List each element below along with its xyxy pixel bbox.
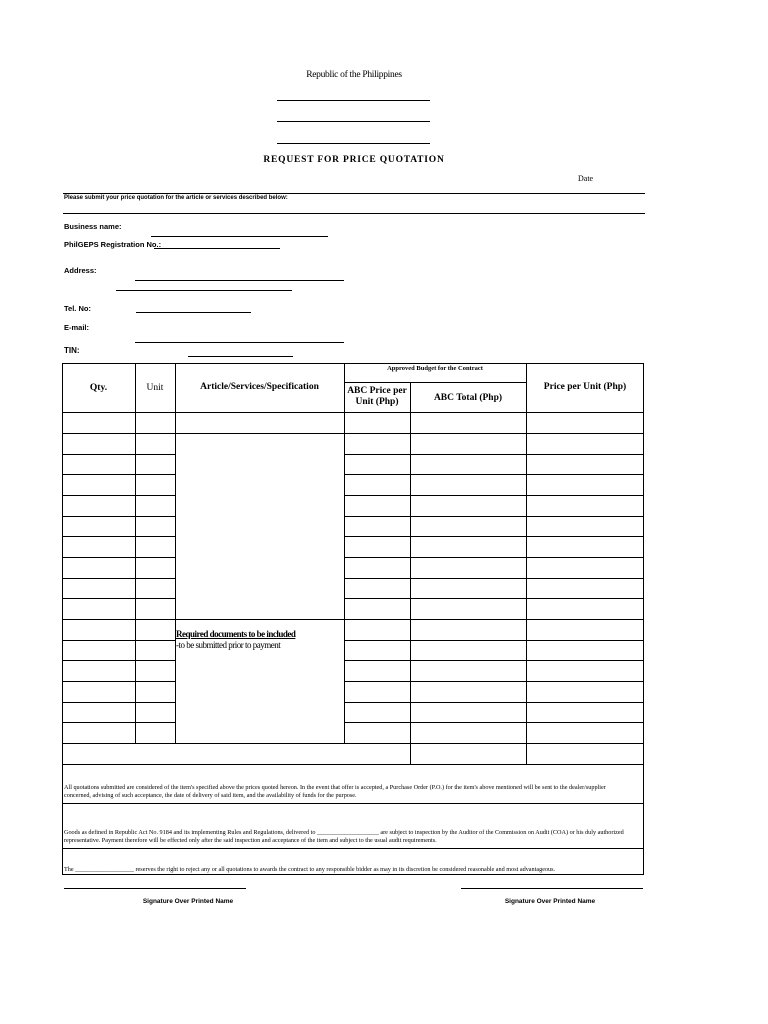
agency-line-1 [277,100,430,101]
abc-group-header: Approved Budget for the Contract [387,365,483,372]
tin-label: TIN: [64,346,80,355]
row-line [344,495,644,496]
price-per-unit-header: Price per Unit (Php) [543,382,627,392]
row-line [62,598,175,599]
agency-line-2 [277,121,430,122]
row-line [62,578,175,579]
row-line [62,803,644,804]
row-line [62,474,175,475]
right-signature-line[interactable] [461,888,643,889]
address-label: Address: [64,266,97,275]
table-border [62,363,644,875]
abc-total-header: ABC Total (Php) [433,393,503,403]
row-line [62,516,175,517]
row-line [344,619,644,620]
address-line-1[interactable] [135,280,344,281]
row-line [62,495,175,496]
qty-header: Qty. [89,383,108,393]
row-line [344,536,644,537]
left-signature-line[interactable] [64,888,246,889]
instruction-text: Please submit your price quotation for the article or services described below: [64,195,288,201]
row-line [62,557,175,558]
col-line [344,363,345,744]
abc-price-header: ABC Price per Unit (Php) [347,386,407,407]
row-line [62,619,175,620]
tin-line[interactable] [188,356,293,357]
article-header: Article/Services/Specification [200,382,319,392]
row-line [62,722,175,723]
row-line [344,454,644,455]
row-line [344,557,644,558]
required-docs-note: -to be submitted prior to payment [176,640,281,650]
row-line [62,702,175,703]
row-line [344,702,644,703]
row-line [344,660,644,661]
row-line [62,536,175,537]
business-name-line[interactable] [151,236,328,237]
row-line [344,474,644,475]
row-line [344,516,644,517]
row-line [344,722,644,723]
row-line [344,598,644,599]
col-line [526,363,527,764]
unit-header: Unit [146,383,164,393]
col-line [135,363,136,744]
philgeps-label: PhilGEPS Registration No.: [64,240,162,249]
row-line [62,433,644,434]
quotation-terms-text: All quotations submitted are considered of the item's specified above the prices quoted hereon. In the event that offer is accepted, a Purchase Order (P.O.) for the item's above mentioned will be sent to the dealer/supplier concerned, advising of such acceptance, the date of delivery of said item, and the availability of funds for the purpose. [64,784,606,799]
address-line-2[interactable] [116,290,292,291]
philgeps-line[interactable] [154,248,280,249]
tel-line[interactable] [136,312,251,313]
instruction-divider [63,213,645,214]
business-name-label: Business name: [64,222,122,231]
col-line [410,382,411,764]
rejection-terms-text: The ___________________ reserves the right to reject any or all quotations to awards the contract to any responsible bidder as may in its discretion be considered reasonable and most advantageous. [64,866,556,873]
abc-group-line [344,382,526,383]
inspection-terms-text: Goods as defined in Republic Act No. 9184 and its implementing Rules and Regulations, delivered to ____________________ are subject to inspection by the Auditor of the Commission on Audit (COA) or his duly authorized representative. Payment therefore will be effected only after the said inspection and acceptance of the item and subject to the usual audit requirements. [64,829,624,844]
page-title: REQUEST FOR PRICE QUOTATION [263,155,445,165]
row-line [62,660,175,661]
email-label: E-mail: [64,323,90,332]
row-line [344,640,644,641]
right-signature-label: Signature Over Printed Name [504,898,596,905]
left-signature-label: Signature Over Printed Name [142,898,234,905]
republic-label: Republic of the Philippines [306,70,402,80]
row-line [62,640,175,641]
row-line [62,848,644,849]
agency-line-3 [277,143,430,144]
row-line [62,764,644,765]
row-line [62,743,644,744]
email-line[interactable] [135,342,344,343]
article-section-line [175,619,345,620]
required-docs-title: Required documents to be included [176,629,296,639]
row-line [62,454,175,455]
tel-label: Tel. No: [64,304,91,313]
row-line [344,681,644,682]
top-divider [63,193,645,194]
row-line [344,578,644,579]
col-line [175,363,176,744]
row-line [62,412,644,413]
row-line [62,681,175,682]
date-label: Date [578,174,594,183]
